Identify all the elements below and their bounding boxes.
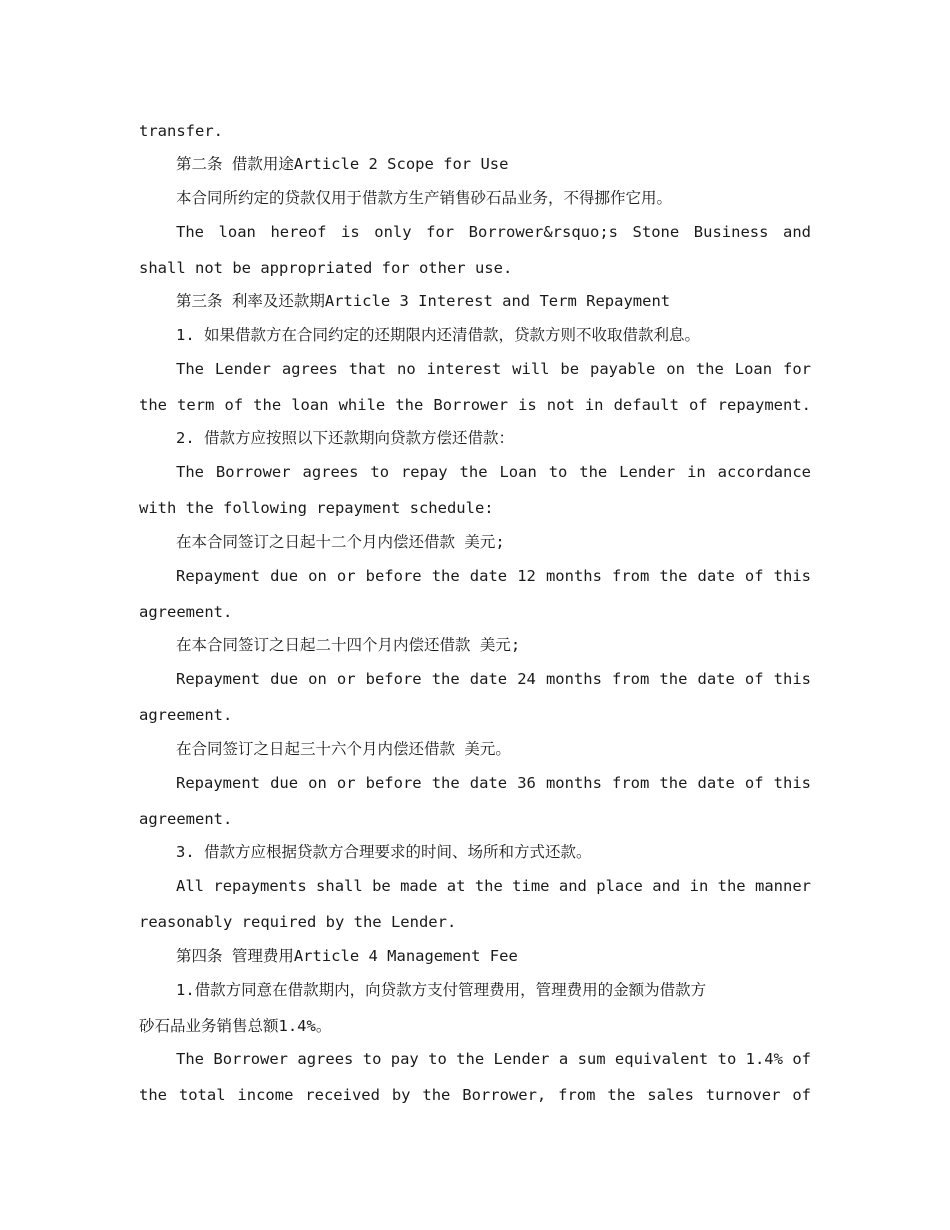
- repayment-24-months-chinese: 在本合同签订之日起二十四个月内偿还借款 美元;: [176, 636, 521, 654]
- article-4-item-1-english-line-1: The Borrower agrees to pay to the Lender a sum equivalent to 1.4% of: [176, 1050, 811, 1068]
- article-3-item-3-chinese: 3. 借款方应根据贷款方合理要求的时间、场所和方式还款。: [176, 843, 592, 861]
- repayment-12-months-chinese: 在本合同签订之日起十二个月内偿还借款 美元;: [176, 533, 505, 551]
- article-3-item-2-english-line-2: with the following repayment schedule:: [139, 499, 494, 517]
- article-3-item-1-chinese: 1. 如果借款方在合同约定的还期限内还清借款，贷款方则不收取借款利息。: [176, 326, 700, 344]
- article-2-chinese: 本合同所约定的贷款仅用于借款方生产销售砂石品业务，不得挪作它用。: [176, 189, 673, 207]
- article-3-item-1-english-line-1: The Lender agrees that no interest will be payable on the Loan for: [176, 360, 811, 378]
- article-2-english-line-2: shall not be appropriated for other use.: [139, 259, 513, 277]
- article-4-item-1-english-line-2: the total income received by the Borrower, from the sales turnover of: [139, 1086, 811, 1104]
- repayment-36-months-chinese: 在合同签订之日起三十六个月内偿还借款 美元。: [176, 740, 511, 758]
- repayment-12-months-english-line-1: Repayment due on or before the date 12 months from the date of this: [176, 567, 811, 585]
- article-2-heading: 第二条 借款用途Article 2 Scope for Use: [176, 155, 509, 173]
- repayment-36-months-english-line-1: Repayment due on or before the date 36 months from the date of this: [176, 774, 811, 792]
- article-4-item-1-chinese-line-1: 1.借款方同意在借款期内，向贷款方支付管理费用，管理费用的金额为借款方: [176, 981, 707, 999]
- article-3-item-3-english-line-2: reasonably required by the Lender.: [139, 913, 457, 931]
- repayment-36-months-english-line-2: agreement.: [139, 810, 233, 828]
- article-4-item-1-chinese-line-2: 砂石品业务销售总额1.4%。: [139, 1017, 332, 1035]
- article-4-heading: 第四条 管理费用Article 4 Management Fee: [176, 947, 518, 965]
- article-2-english-line-1: The loan hereof is only for Borrower&rsquo;s Stone Business and: [176, 223, 811, 241]
- article-3-item-2-chinese: 2. 借款方应按照以下还款期向贷款方偿还借款：: [176, 429, 514, 447]
- repayment-24-months-english-line-1: Repayment due on or before the date 24 months from the date of this: [176, 670, 811, 688]
- article-3-item-1-english-line-2: the term of the loan while the Borrower is not in default of repayment.: [139, 396, 811, 414]
- article-3-heading: 第三条 利率及还款期Article 3 Interest and Term Repayment: [176, 292, 671, 310]
- article-3-item-3-english-line-1: All repayments shall be made at the time and place and in the manner: [176, 877, 811, 895]
- repayment-12-months-english-line-2: agreement.: [139, 603, 233, 621]
- text-line-continuation: transfer.: [139, 122, 223, 140]
- repayment-24-months-english-line-2: agreement.: [139, 706, 233, 724]
- article-3-item-2-english-line-1: The Borrower agrees to repay the Loan to the Lender in accordance: [176, 463, 811, 481]
